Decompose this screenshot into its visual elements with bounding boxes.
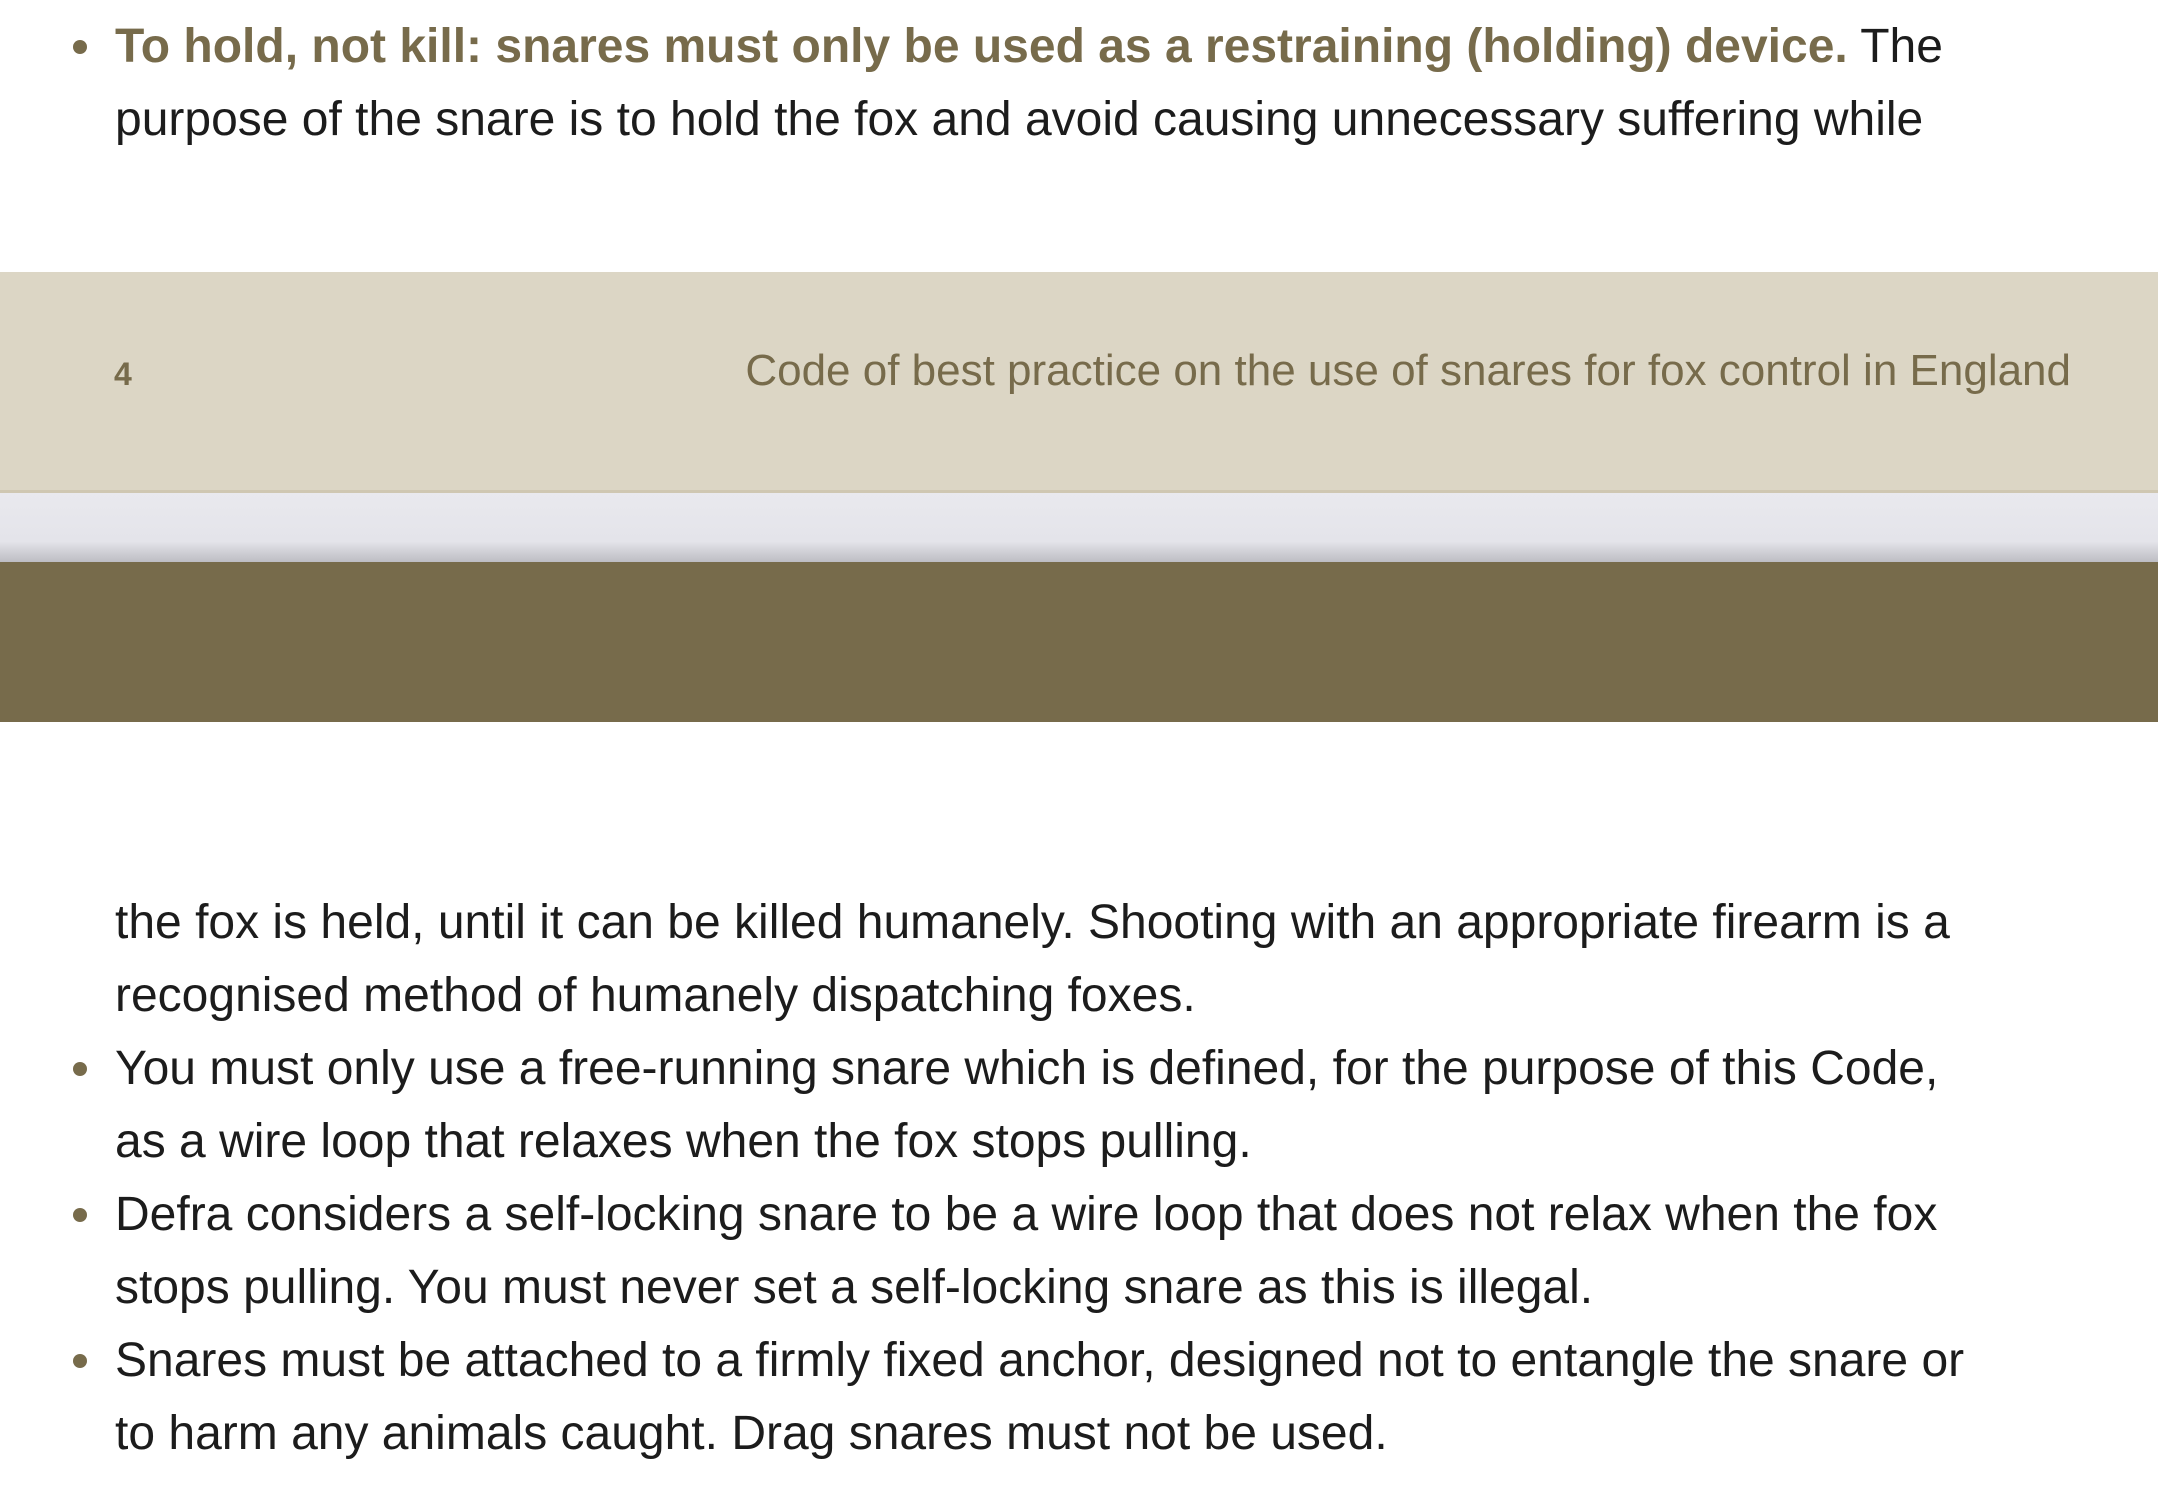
page-number: 4 <box>114 356 132 392</box>
bullet-line-1: You must only use a free-running snare which is defined, for the purpose of this Code, <box>115 1042 1939 1095</box>
page-header-band <box>0 562 2158 722</box>
bullet-line-1: Defra considers a self-locking snare to be a wire loop that does not relax when the fox <box>115 1188 1938 1241</box>
bullet-line-2: as a wire loop that relaxes when the fox stops pulling. <box>115 1115 1252 1168</box>
page-footer <box>0 272 2158 493</box>
bullet-icon <box>73 1062 87 1076</box>
bullet-icon <box>73 1354 87 1368</box>
bullet-line-2: purpose of the snare is to hold the fox and avoid causing unnecessary suffering while <box>115 93 1924 146</box>
list-item-continuation <box>115 886 2105 1032</box>
list-item <box>115 10 2105 156</box>
bullet-list-top <box>115 10 2105 156</box>
bullet-line-2: stops pulling. You must never set a self-locking snare as this is illegal. <box>115 1261 1594 1314</box>
list-item <box>115 1032 2105 1178</box>
continuation-line-2: recognised method of humanely dispatching foxes. <box>115 969 1196 1022</box>
bullet-text: The <box>1847 20 1943 73</box>
list-item <box>115 1178 2105 1324</box>
bullet-line-1: Snares must be attached to a firmly fixed anchor, designed not to entangle the snare or <box>115 1334 1965 1387</box>
bullet-icon <box>73 40 87 54</box>
document-title: Code of best practice on the use of snares for fox control in England <box>745 346 2071 395</box>
list-item <box>115 1324 2105 1470</box>
bullet-icon <box>73 1208 87 1222</box>
bullet-line-1 <box>115 10 2105 83</box>
continuation-line-1: the fox is held, until it can be killed humanely. Shooting with an appropriate firearm is a <box>115 896 1950 949</box>
bullet-line-2: to harm any animals caught. Drag snares must not be used. <box>115 1407 1388 1460</box>
page-4-content <box>0 0 2158 272</box>
page-5-content <box>115 886 2105 1470</box>
bullet-lead-text: To hold, not kill: snares must only be used as a restraining (holding) device. <box>115 20 1848 73</box>
page-separator <box>0 493 2158 562</box>
